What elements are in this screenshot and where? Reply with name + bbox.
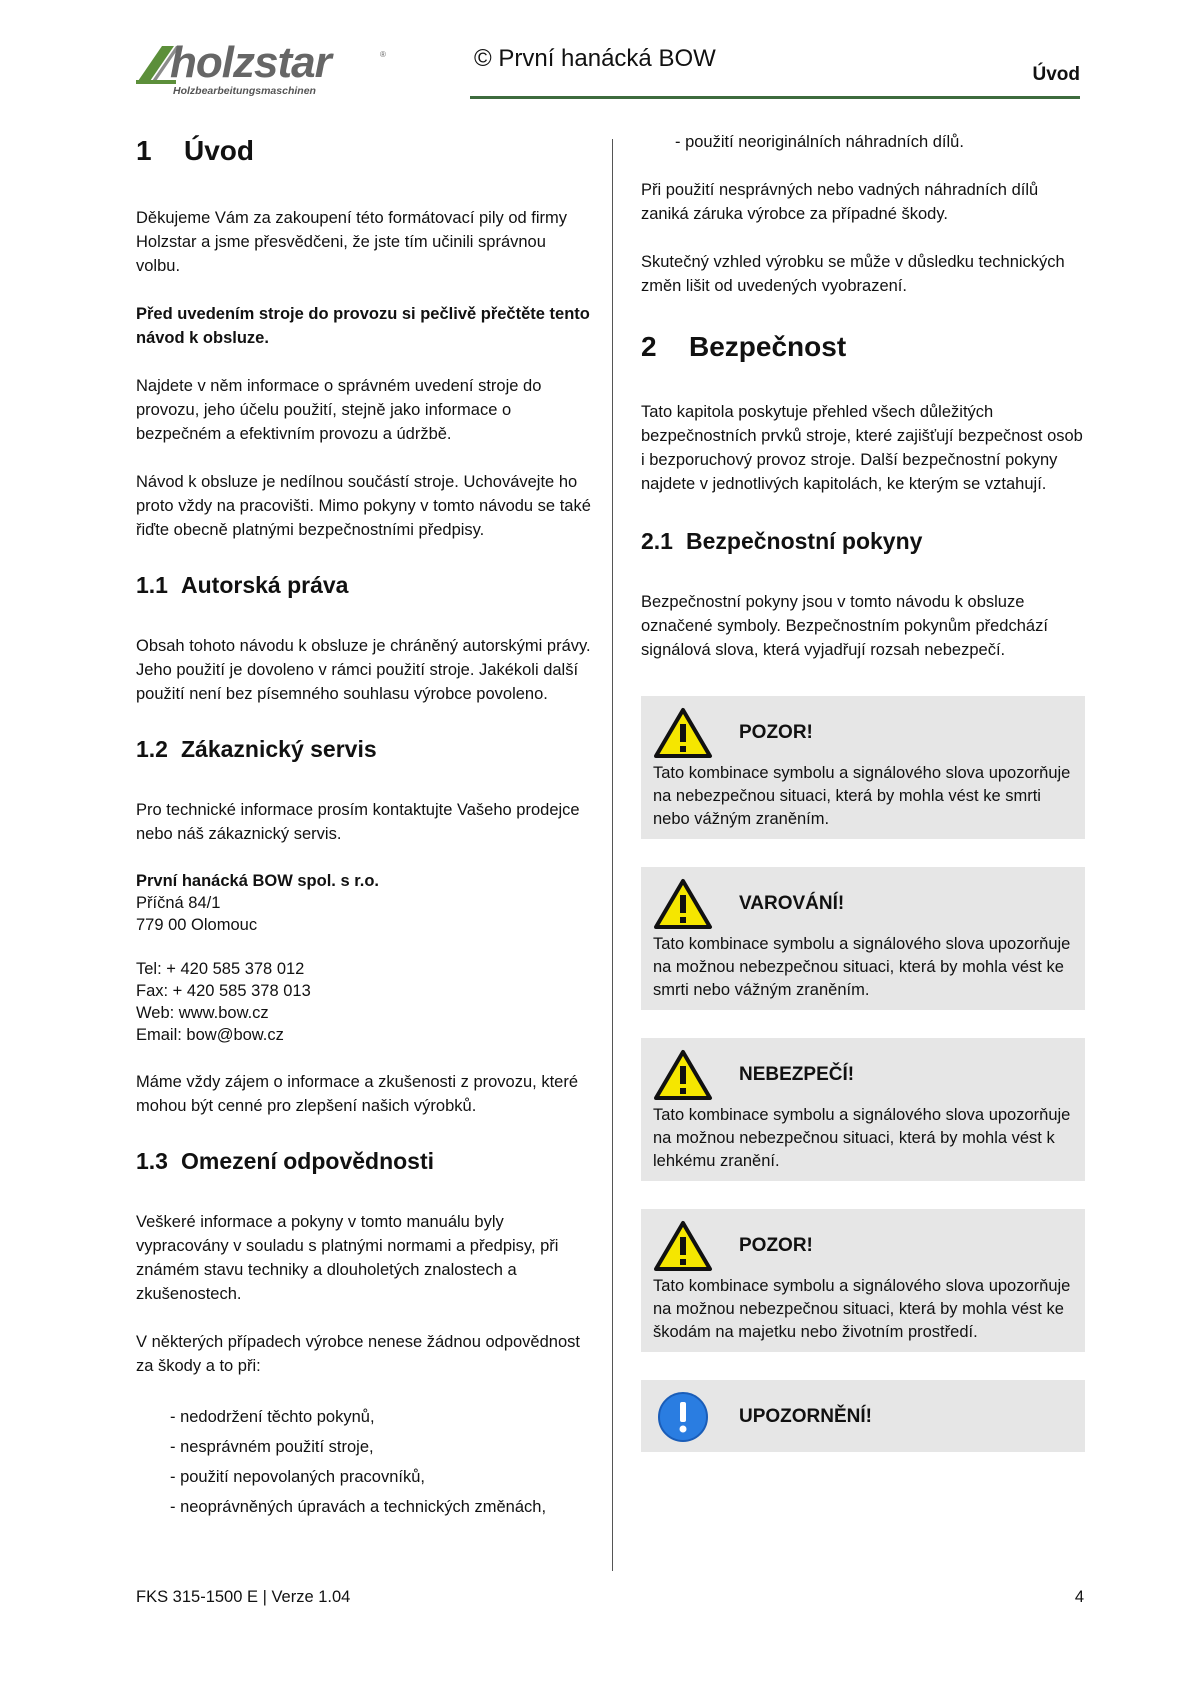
liability-exclusion-paragraph: V některých případech výrobce nenese žádnou odpovědnost za škody a to při: [136, 1333, 580, 1375]
heading-intro [136, 134, 591, 168]
warning-box-pozor [641, 696, 1085, 839]
heading-title: Úvod [184, 135, 254, 166]
left-column [136, 130, 591, 1522]
heading-customer-service [136, 734, 591, 764]
warning-header [653, 875, 1071, 933]
heading-title: Bezpečnostní pokyny [686, 528, 923, 554]
intro-paragraph: Děkujeme Vám za zakoupení této formátovací pily od firmy Holzstar a jsme přesvědčeni, že jste tím učinili správnou volbu. [136, 209, 568, 275]
contact-fax: Fax: + 420 585 378 013 [136, 982, 311, 1000]
header-company: © První hanácká BOW [474, 45, 716, 72]
warning-title: POZOR! [739, 1235, 813, 1256]
liability-paragraph: Veškeré informace a pokyny v tomto manuálu byly vypracovány v souladu s platnými normami a předpisy, při známém stavu techniky a dlouholetých znalostech a zkušenostech. [136, 1213, 559, 1303]
contact-block [136, 870, 591, 1046]
spare-parts-paragraph: Při použití nesprávných nebo vadných náhradních dílů zaniká záruka výrobce za případné škody. [641, 181, 1039, 223]
contact-company: První hanácká BOW spol. s r.o. [136, 872, 379, 890]
heading-number: 1 [136, 135, 152, 166]
header-section-title: Úvod [1032, 64, 1080, 85]
notice-box-upozorneni [641, 1380, 1085, 1452]
warning-text: Tato kombinace symbolu a signálového slova upozorňuje na možnou nebezpečnou situaci, která by mohla vést ke smrti nebo vážným zraněním. [653, 935, 1071, 999]
heading-copyright [136, 570, 591, 600]
right-column [641, 130, 1085, 1452]
contact-tel: Tel: + 420 585 378 012 [136, 960, 305, 978]
safety-overview-paragraph: Tato kapitola poskytuje přehled všech důležitých bezpečnostních prvků stroje, které zajišťují bezpečnost osob i bezporuchový provoz stroje. Další bezpečnostní pokyny najdete v jednotlivých kapitolách, ke kterým se vztahují. [641, 403, 1083, 493]
heading-title: Zákaznický servis [181, 736, 377, 762]
heading-number: 2.1 [641, 528, 673, 554]
column-divider [612, 139, 613, 1571]
info-paragraph: Najdete v něm informace o správném uvedení stroje do provozu, jeho účelu použití, stejně jako informace o bezpečném a efektivním provozu a údržbě. [136, 377, 542, 443]
logo-registered: ® [380, 50, 386, 59]
copyright-paragraph: Obsah tohoto návodu k obsluze je chráněný autorskými právy. Jeho použití je dovoleno v rámci použití stroje. Jakékoli další použití není bez písemného souhlasu výrobce povoleno. [136, 637, 591, 703]
heading-title: Autorská práva [181, 572, 349, 598]
warning-header [653, 1046, 1071, 1104]
holzstar-logo [136, 38, 394, 102]
logo-subtitle: Holzbearbeitungsmaschinen [173, 85, 316, 97]
heading-safety [641, 330, 1085, 364]
list-item: - použití neoriginálních náhradních dílů. [675, 133, 964, 151]
warning-triangle-icon [653, 1049, 713, 1101]
signal-words-paragraph: Bezpečnostní pokyny jsou v tomto návodu k obsluze označené symboly. Bezpečnostním pokynům předchází signálová slova, která vyjadřují rozsah nebezpečí. [641, 593, 1048, 659]
warning-header [653, 1217, 1071, 1275]
list-item: - nesprávném použití stroje, [170, 1438, 374, 1456]
contact-city: 779 00 Olomouc [136, 916, 258, 934]
heading-number: 1.3 [136, 1148, 168, 1174]
header-rule [470, 96, 1080, 99]
liability-list [136, 1402, 591, 1522]
notice-header [653, 1388, 1071, 1446]
contact-street: Příčná 84/1 [136, 894, 221, 912]
warning-text: Tato kombinace symbolu a signálového slova upozorňuje na možnou nebezpečnou situaci, která by mohla vést k lehkému zranění. [653, 1106, 1071, 1170]
warning-triangle-icon [653, 878, 713, 930]
heading-title: Omezení odpovědnosti [181, 1148, 435, 1174]
contact-web[interactable]: Web: www.bow.cz [136, 1004, 269, 1022]
notice-title: UPOZORNĚNÍ! [739, 1406, 872, 1427]
warning-box-pozor-property [641, 1209, 1085, 1352]
heading-number: 2 [641, 331, 657, 362]
warning-header [653, 704, 1071, 762]
list-item: - neoprávněných úpravách a technických změnách, [170, 1498, 547, 1516]
warning-triangle-icon [653, 707, 713, 759]
heading-safety-instructions [641, 526, 1085, 556]
info-exclamation-icon [653, 1391, 713, 1443]
read-manual-notice: Před uvedením stroje do provozu si pečlivě přečtěte tento návod k obsluze. [136, 305, 590, 347]
heading-number: 1.2 [136, 736, 168, 762]
warning-text: Tato kombinace symbolu a signálového slova upozorňuje na možnou nebezpečnou situaci, která by mohla vést ke škodám na majetku nebo životním prostředí. [653, 1277, 1071, 1341]
warning-title: VAROVÁNÍ! [739, 893, 845, 914]
service-paragraph: Pro technické informace prosím kontaktujte Vašeho prodejce nebo náš zákaznický servis. [136, 801, 580, 843]
manual-part-paragraph: Návod k obsluze je nedílnou součástí stroje. Uchovávejte ho proto vždy na pracovišti. Mimo pokyny v tomto návodu se také řiďte obecně platnými bezpečnostními předpisy. [136, 473, 591, 539]
footer-document-id: FKS 315-1500 E | Verze 1.04 [136, 1588, 351, 1606]
warning-box-varovani [641, 867, 1085, 1010]
heading-liability [136, 1146, 591, 1176]
heading-title: Bezpečnost [689, 331, 847, 362]
warning-box-nebezpeci [641, 1038, 1085, 1181]
heading-number: 1.1 [136, 572, 168, 598]
list-item: - nedodržení těchto pokynů, [170, 1408, 375, 1426]
list-item: - použití nepovolaných pracovníků, [170, 1468, 425, 1486]
contact-email[interactable]: Email: bow@bow.cz [136, 1026, 284, 1044]
logo-wordmark: holzstar [170, 38, 331, 87]
feedback-paragraph: Máme vždy zájem o informace a zkušenosti z provozu, které mohou být cenné pro zlepšení našich výrobků. [136, 1073, 579, 1115]
appearance-paragraph: Skutečný vzhled výrobku se může v důsledku technických změn lišit od uvedených vyobrazení. [641, 253, 1065, 295]
warning-triangle-icon [653, 1220, 713, 1272]
warning-text: Tato kombinace symbolu a signálového slova upozorňuje na nebezpečnou situaci, která by mohla vést ke smrti nebo vážným zraněním. [653, 764, 1071, 828]
footer-page-number: 4 [1074, 1588, 1084, 1606]
warning-title: NEBEZPEČÍ! [739, 1064, 855, 1085]
warning-title: POZOR! [739, 722, 813, 743]
